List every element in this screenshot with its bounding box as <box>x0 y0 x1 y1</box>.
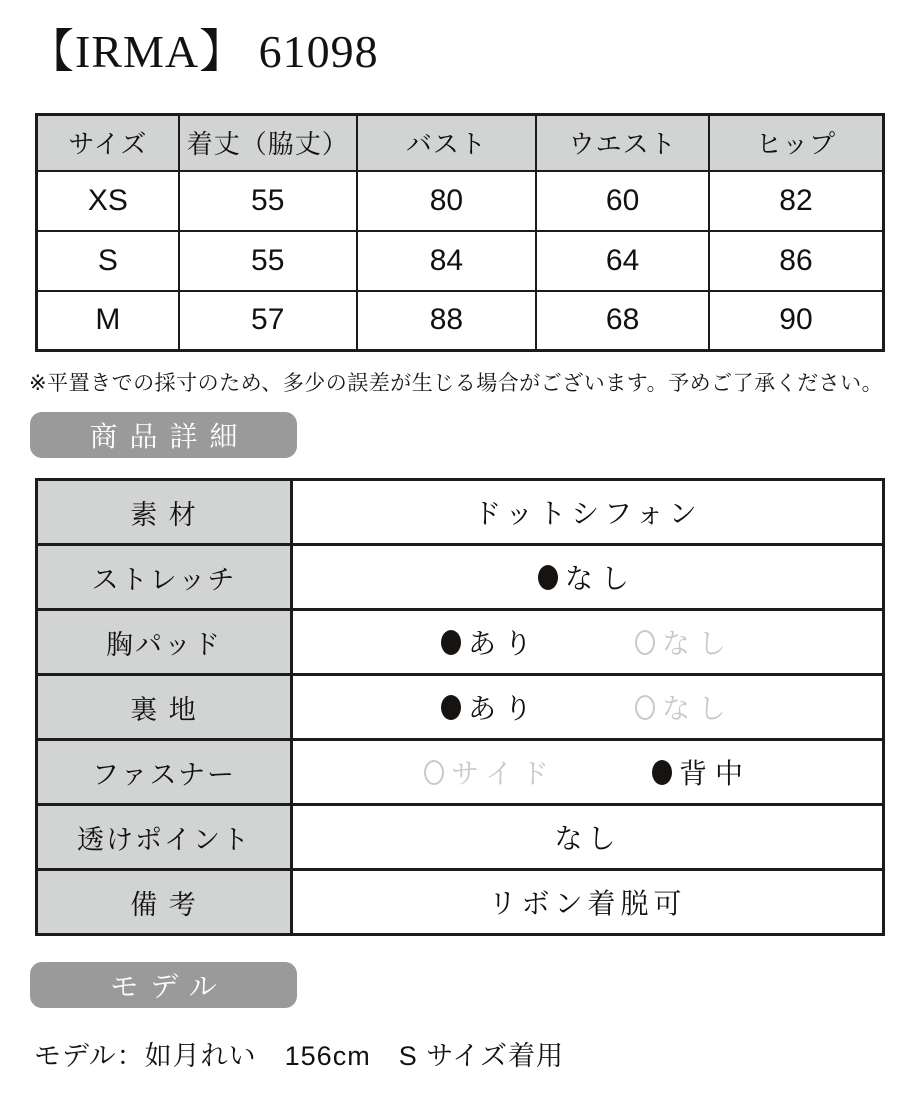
detail-row-material <box>37 480 884 545</box>
model-info: モデル：如月れい 156cm S サイズ着用 <box>34 1041 565 1071</box>
size-table-row-xs <box>37 171 884 231</box>
unselected-marker-icon <box>424 760 444 785</box>
detail-value-remarks: リボン着脱可 <box>292 870 884 935</box>
section-header-product-details: 商品詳細 <box>30 412 297 458</box>
detail-label-sheer-point: 透けポイント <box>37 805 292 870</box>
hip-cell: 90 <box>709 291 884 351</box>
detail-row-remarks <box>37 870 884 935</box>
detail-row-chest-pad <box>37 610 884 675</box>
detail-label-lining: 裏 地 <box>37 675 292 740</box>
detail-row-sheer-point <box>37 805 884 870</box>
waist-cell: 64 <box>536 231 709 291</box>
detail-value-lining <box>292 675 884 740</box>
detail-label-material: 素 材 <box>37 480 292 545</box>
detail-label-remarks: 備 考 <box>37 870 292 935</box>
option-zipper-back: 背中 <box>652 752 751 792</box>
option-zipper-side: サイド <box>424 752 557 792</box>
size-table-header-bust: バスト <box>357 115 537 171</box>
hip-cell: 82 <box>709 171 884 231</box>
waist-cell: 60 <box>536 171 709 231</box>
detail-row-lining <box>37 675 884 740</box>
selected-marker-icon <box>652 760 672 785</box>
measurement-note: ※平置きでの採寸のため、多少の誤差が生じる場合がございます。予めご了承ください。 <box>29 372 884 395</box>
bust-cell: 80 <box>357 171 537 231</box>
selected-marker-icon <box>441 695 461 720</box>
size-table-row-s <box>37 231 884 291</box>
option-stretch-none: なし <box>538 557 637 597</box>
bust-cell: 88 <box>357 291 537 351</box>
detail-value-chest-pad <box>292 610 884 675</box>
unselected-marker-icon <box>635 630 655 655</box>
size-table-row-m <box>37 291 884 351</box>
detail-value-stretch <box>292 545 884 610</box>
size-table-header-waist: ウエスト <box>536 115 709 171</box>
option-lining-yes: あり <box>441 687 540 727</box>
size-table-header-row <box>37 115 884 171</box>
product-detail-table <box>35 478 885 936</box>
waist-cell: 68 <box>536 291 709 351</box>
option-chest-pad-no: なし <box>635 622 734 662</box>
size-table-header-size: サイズ <box>37 115 179 171</box>
size-table-header-hip: ヒップ <box>709 115 884 171</box>
page-title: 【IRMA】 61098 <box>28 26 379 77</box>
size-cell: S <box>37 231 179 291</box>
detail-value-material: ドットシフォン <box>292 480 884 545</box>
length-cell: 55 <box>179 231 357 291</box>
selected-marker-icon <box>538 565 558 590</box>
option-chest-pad-yes: あり <box>441 622 540 662</box>
bust-cell: 84 <box>357 231 537 291</box>
unselected-marker-icon <box>635 695 655 720</box>
detail-value-zipper <box>292 740 884 805</box>
length-cell: 55 <box>179 171 357 231</box>
hip-cell: 86 <box>709 231 884 291</box>
detail-value-sheer-point: なし <box>292 805 884 870</box>
detail-label-stretch: ストレッチ <box>37 545 292 610</box>
option-lining-no: なし <box>635 687 734 727</box>
size-cell: M <box>37 291 179 351</box>
length-cell: 57 <box>179 291 357 351</box>
section-header-model: モデル <box>30 962 297 1008</box>
detail-row-zipper <box>37 740 884 805</box>
size-table-header-length: 着丈（脇丈） <box>179 115 357 171</box>
detail-label-zipper: ファスナー <box>37 740 292 805</box>
size-table <box>35 113 885 352</box>
size-cell: XS <box>37 171 179 231</box>
selected-marker-icon <box>441 630 461 655</box>
detail-row-stretch <box>37 545 884 610</box>
detail-label-chest-pad: 胸パッド <box>37 610 292 675</box>
